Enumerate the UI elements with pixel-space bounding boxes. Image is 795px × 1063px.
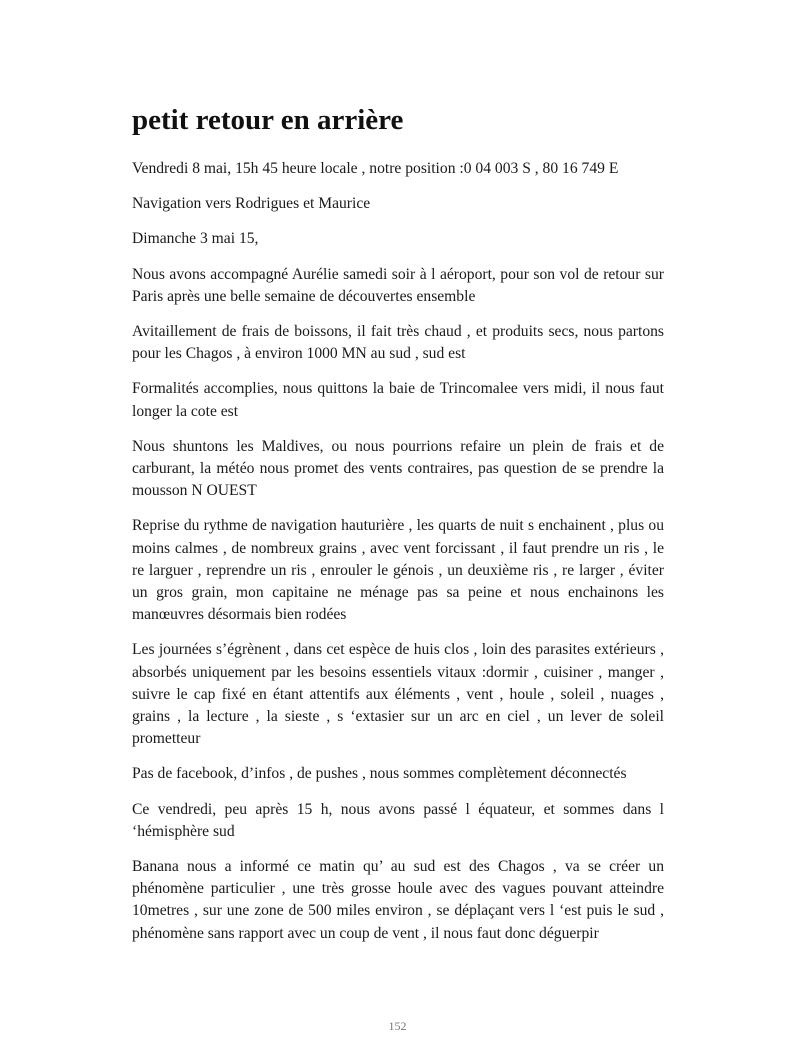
paragraph-equator: Ce vendredi, peu après 15 h, nous avons passé l équateur, et sommes dans l ‘hémisphère sud [132, 800, 664, 840]
paragraph-days: Les journées s’égrènent , dans cet espèce de huis clos , loin des parasites extérieurs , absorbés uniquement par les besoins essentiels vitaux :dormir , cuisiner , manger , suivre le cap fixé en étant attentifs aux éléments , vent , houle , soleil , nuages , grains , la lecture , la sieste , s ‘extasier sur un arc en ciel , un lever de soleil prometteur [132, 641, 664, 748]
page-content [132, 100, 664, 958]
paragraph-position: Vendredi 8 mai, 15h 45 heure locale , notre position :0 04 003 S , 80 16 749 E [132, 160, 619, 177]
paragraph-disconnected: Pas de facebook, d’infos , de pushes , nous sommes complètement déconnectés [132, 765, 627, 783]
page-number: 152 [388, 1019, 407, 1033]
paragraph-date: Dimanche 3 mai 15, [132, 230, 259, 248]
paragraph-offshore-rhythm: Reprise du rythme de navigation hauturière , les quarts de nuit s enchainent , plus ou moins calmes , de nombreux grains , avec vent forcissant , il faut prendre un ris , le re larguer , reprendre un ris , enrouler le génois , un deuxième ris , re larger , éviter un gros grain, mon capitaine ne ménage pas sa peine et nous enchainons les manœuvres désormais bien rodées [132, 517, 664, 624]
page-title: petit retour en arrière [132, 104, 404, 136]
paragraph-provisioning: Avitaillement de frais de boissons, il fait très chaud , et produits secs, nous partons pour les Chagos , à environ 1000 MN au sud , sud est [132, 323, 664, 363]
paragraph-swell-warning: Banana nous a informé ce matin qu’ au sud est des Chagos , va se créer un phénomène particulier , une très grosse houle avec des vagues pouvant atteindre 10metres , sur une zone de 500 miles environ , se déplaçant vers l ‘est puis le sud , phénomène sans rapport avec un coup de vent , il nous faut donc déguerpir [132, 858, 664, 942]
paragraph-airport: Nous avons accompagné Aurélie samedi soir à l aéroport, pour son vol de retour sur Paris après une belle semaine de découvertes ensemble [132, 265, 664, 305]
paragraph-formalities: Formalités accomplies, nous quittons la baie de Trincomalee vers midi, il nous faut longer la cote est [132, 380, 664, 420]
paragraph-navigation: Navigation vers Rodrigues et Maurice [132, 195, 371, 213]
paragraph-maldives: Nous shuntons les Maldives, ou nous pourrions refaire un plein de frais et de carburant, la météo nous promet des vents contraires, pas question de se prendre la mousson N OUEST [132, 437, 664, 500]
